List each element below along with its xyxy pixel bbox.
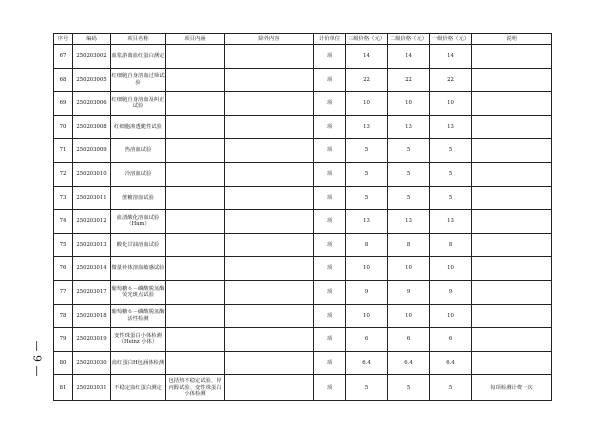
item-name: 血红蛋白H包涵体检测 xyxy=(111,351,166,375)
row-number: 69 xyxy=(54,92,73,116)
excluded-content xyxy=(225,351,314,375)
excluded-content xyxy=(225,210,314,234)
item-code: 250203031 xyxy=(73,375,111,401)
item-name: 变性珠蛋白小体检测（Heinz 小体） xyxy=(111,328,166,352)
item-content xyxy=(166,115,225,139)
item-note xyxy=(472,92,552,116)
item-code: 250203010 xyxy=(73,162,111,186)
billing-unit: 项 xyxy=(314,92,346,116)
item-name: 血清酸化溶血试验（Ham） xyxy=(111,210,166,234)
price-level-3: 13 xyxy=(346,115,388,139)
item-note xyxy=(472,304,552,328)
item-name: 冷溶血试验 xyxy=(111,162,166,186)
price-level-2: 5 xyxy=(388,139,430,163)
billing-unit: 项 xyxy=(314,115,346,139)
item-name: 不稳定血红蛋白测定 xyxy=(111,375,166,401)
table-row xyxy=(54,210,552,234)
column-header: 计价单位 xyxy=(314,34,346,45)
item-code: 250203011 xyxy=(73,186,111,210)
item-name: 热溶血试验 xyxy=(111,139,166,163)
price-level-1: 9 xyxy=(430,280,472,304)
price-level-1: 5 xyxy=(430,162,472,186)
billing-unit: 项 xyxy=(314,233,346,257)
excluded-content xyxy=(225,257,314,281)
item-note xyxy=(472,257,552,281)
item-name: 微量补体溶血敏感试验 xyxy=(111,257,166,281)
price-level-2: 6 xyxy=(388,328,430,352)
price-level-1: 10 xyxy=(430,304,472,328)
item-note xyxy=(472,139,552,163)
price-level-2: 5 xyxy=(388,186,430,210)
price-level-1: 14 xyxy=(430,45,472,69)
excluded-content xyxy=(225,162,314,186)
price-level-3: 10 xyxy=(346,92,388,116)
item-name: 蔗糖溶血试验 xyxy=(111,186,166,210)
price-table xyxy=(53,33,552,401)
price-level-3: 14 xyxy=(346,45,388,69)
billing-unit: 项 xyxy=(314,375,346,401)
item-note xyxy=(472,210,552,234)
item-content xyxy=(166,351,225,375)
price-level-2: 13 xyxy=(388,210,430,234)
column-header: 编码 xyxy=(73,34,111,45)
row-number: 76 xyxy=(54,257,73,281)
price-level-1: 5 xyxy=(430,375,472,401)
page-number-text: — 9 — xyxy=(30,340,44,376)
column-header: 三级价格（元） xyxy=(346,34,388,45)
price-level-1: 13 xyxy=(430,210,472,234)
price-level-1: 6 xyxy=(430,328,472,352)
table-row xyxy=(54,139,552,163)
billing-unit: 项 xyxy=(314,328,346,352)
table-row xyxy=(54,233,552,257)
price-level-3: 5 xyxy=(346,139,388,163)
price-level-3: 10 xyxy=(346,257,388,281)
row-number: 70 xyxy=(54,115,73,139)
row-number: 71 xyxy=(54,139,73,163)
column-header: 项目名称 xyxy=(111,34,166,45)
excluded-content xyxy=(225,45,314,69)
table-row xyxy=(54,68,552,92)
billing-unit: 项 xyxy=(314,280,346,304)
item-code: 250203030 xyxy=(73,351,111,375)
item-note xyxy=(472,45,552,69)
row-number: 79 xyxy=(54,328,73,352)
item-content: 包括热不稳定试验、异丙醇试验、变性珠蛋白小体检测 xyxy=(166,375,225,401)
price-level-2: 10 xyxy=(388,304,430,328)
price-level-3: 10 xyxy=(346,304,388,328)
excluded-content xyxy=(225,186,314,210)
table-header-row xyxy=(54,34,552,45)
excluded-content xyxy=(225,92,314,116)
price-level-2: 14 xyxy=(388,45,430,69)
item-content xyxy=(166,186,225,210)
item-note xyxy=(472,162,552,186)
price-level-3: 22 xyxy=(346,68,388,92)
item-note xyxy=(472,328,552,352)
price-level-1: 5 xyxy=(430,186,472,210)
table-row xyxy=(54,280,552,304)
excluded-content xyxy=(225,139,314,163)
billing-unit: 项 xyxy=(314,186,346,210)
row-number: 73 xyxy=(54,186,73,210)
item-code: 250203002 xyxy=(73,45,111,69)
price-level-3: 5 xyxy=(346,186,388,210)
item-content xyxy=(166,233,225,257)
table-row xyxy=(54,115,552,139)
page-number xyxy=(29,328,45,388)
billing-unit: 项 xyxy=(314,210,346,234)
billing-unit: 项 xyxy=(314,139,346,163)
price-level-1: 10 xyxy=(430,257,472,281)
table-row xyxy=(54,304,552,328)
price-level-2: 5 xyxy=(388,375,430,401)
billing-unit: 项 xyxy=(314,304,346,328)
excluded-content xyxy=(225,233,314,257)
price-level-2: 22 xyxy=(388,68,430,92)
item-code: 250203014 xyxy=(73,257,111,281)
row-number: 68 xyxy=(54,68,73,92)
item-code: 250203018 xyxy=(73,304,111,328)
price-level-2: 9 xyxy=(388,280,430,304)
price-level-2: 8 xyxy=(388,233,430,257)
item-content xyxy=(166,328,225,352)
item-name: 葡萄糖６－磷酸脱氢酶荧光斑点试验 xyxy=(111,280,166,304)
price-level-1: 6.4 xyxy=(430,351,472,375)
item-note xyxy=(472,186,552,210)
price-level-2: 10 xyxy=(388,92,430,116)
table-row xyxy=(54,162,552,186)
table-row xyxy=(54,45,552,69)
item-name: 血浆游离血红蛋白测定 xyxy=(111,45,166,69)
billing-unit: 项 xyxy=(314,68,346,92)
price-level-3: 6.4 xyxy=(346,351,388,375)
item-content xyxy=(166,68,225,92)
item-note xyxy=(472,351,552,375)
column-header: 一级价格（元） xyxy=(430,34,472,45)
price-level-2: 10 xyxy=(388,257,430,281)
item-name: 红细胞自身溶血及纠正试验 xyxy=(111,92,166,116)
item-code: 250203005 xyxy=(73,68,111,92)
row-number: 78 xyxy=(54,304,73,328)
row-number: 72 xyxy=(54,162,73,186)
price-level-1: 22 xyxy=(430,68,472,92)
item-content xyxy=(166,280,225,304)
price-level-2: 5 xyxy=(388,162,430,186)
item-code: 250203013 xyxy=(73,233,111,257)
price-level-1: 5 xyxy=(430,139,472,163)
table-body xyxy=(54,45,552,401)
item-content xyxy=(166,210,225,234)
excluded-content xyxy=(225,280,314,304)
item-note xyxy=(472,280,552,304)
item-content xyxy=(166,92,225,116)
item-content xyxy=(166,45,225,69)
item-code: 250203008 xyxy=(73,115,111,139)
item-code: 250203012 xyxy=(73,210,111,234)
table-row xyxy=(54,328,552,352)
price-level-1: 8 xyxy=(430,233,472,257)
row-number: 67 xyxy=(54,45,73,69)
billing-unit: 项 xyxy=(314,45,346,69)
item-name: 酸化甘油溶血试验 xyxy=(111,233,166,257)
table-row xyxy=(54,257,552,281)
price-level-3: 9 xyxy=(346,280,388,304)
billing-unit: 项 xyxy=(314,162,346,186)
billing-unit: 项 xyxy=(314,257,346,281)
table-row xyxy=(54,375,552,401)
column-header: 序号 xyxy=(54,34,73,45)
item-name: 红细胞自身溶血过筛试验 xyxy=(111,68,166,92)
price-level-2: 6.4 xyxy=(388,351,430,375)
row-number: 80 xyxy=(54,351,73,375)
price-level-3: 8 xyxy=(346,233,388,257)
item-note xyxy=(472,115,552,139)
billing-unit: 项 xyxy=(314,351,346,375)
excluded-content xyxy=(225,115,314,139)
item-content xyxy=(166,139,225,163)
item-note: 每项检测计费一次 xyxy=(472,375,552,401)
column-header: 除外内容 xyxy=(225,34,314,45)
item-content xyxy=(166,257,225,281)
price-level-1: 10 xyxy=(430,92,472,116)
excluded-content xyxy=(225,68,314,92)
row-number: 81 xyxy=(54,375,73,401)
item-note xyxy=(472,233,552,257)
price-level-1: 13 xyxy=(430,115,472,139)
item-code: 250203009 xyxy=(73,139,111,163)
column-header: 二级价格（元） xyxy=(388,34,430,45)
item-note xyxy=(472,68,552,92)
item-code: 250203006 xyxy=(73,92,111,116)
price-level-3: 6 xyxy=(346,328,388,352)
price-level-3: 5 xyxy=(346,162,388,186)
item-content xyxy=(166,162,225,186)
item-code: 250203017 xyxy=(73,280,111,304)
column-header: 说明 xyxy=(472,34,552,45)
table-row xyxy=(54,92,552,116)
table-row xyxy=(54,351,552,375)
excluded-content xyxy=(225,328,314,352)
row-number: 75 xyxy=(54,233,73,257)
row-number: 77 xyxy=(54,280,73,304)
row-number: 74 xyxy=(54,210,73,234)
price-level-3: 5 xyxy=(346,375,388,401)
table-row xyxy=(54,186,552,210)
item-content xyxy=(166,304,225,328)
column-header: 项目内涵 xyxy=(166,34,225,45)
item-name: 红细胞渗透脆性试验 xyxy=(111,115,166,139)
excluded-content xyxy=(225,304,314,328)
item-name: 葡萄糖６－磷酸脱氢酶活性检测 xyxy=(111,304,166,328)
excluded-content xyxy=(225,375,314,401)
price-level-3: 13 xyxy=(346,210,388,234)
price-level-2: 13 xyxy=(388,115,430,139)
item-code: 250203019 xyxy=(73,328,111,352)
